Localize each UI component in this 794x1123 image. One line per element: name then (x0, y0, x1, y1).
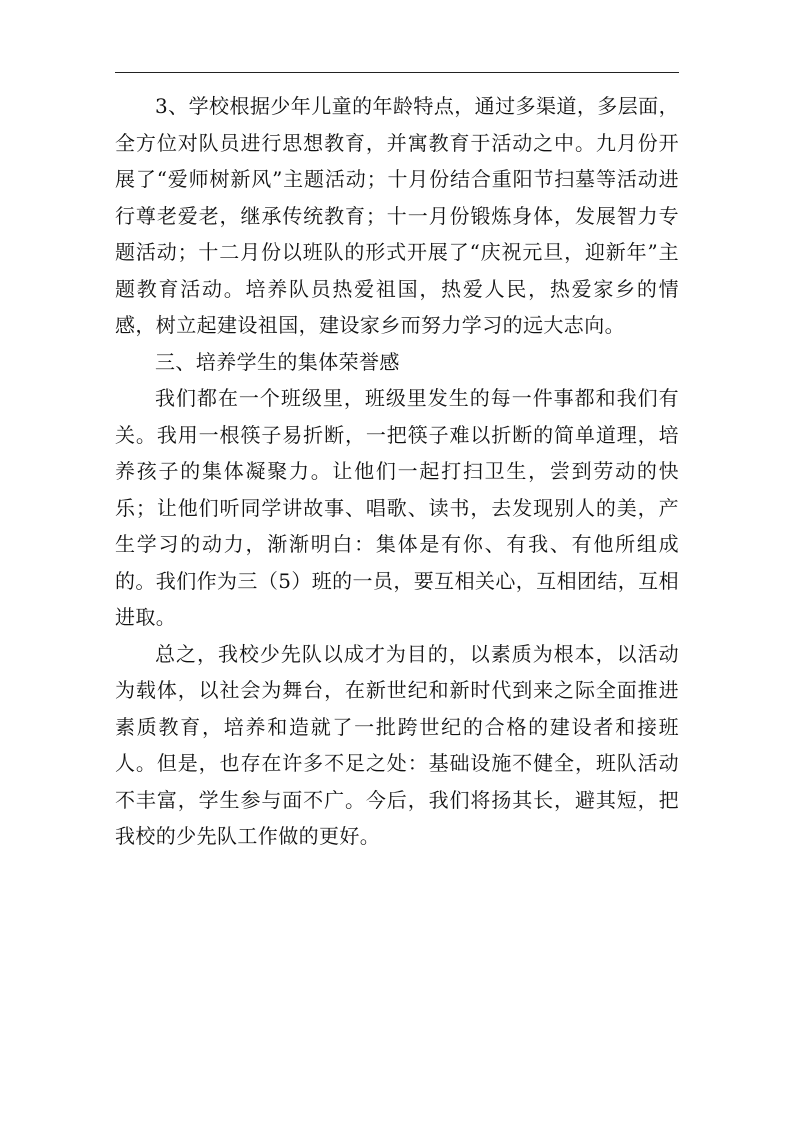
section-heading-collective-honor: 三、培养学生的集体荣誉感 (155, 349, 400, 374)
document-body (115, 88, 679, 855)
paragraph-activities: 3、学校根据少年儿童的年龄特点，通过多渠道，多层面，全方位对队员进行思想教育，并寓教育于活动之中。九月份开展了“爱师树新风”主题活动；十月份结合重阳节扫墓等活动进行尊老爱老，继承传统教育；十一月份锻炼身体，发展智力专题活动；十二月份以班队的形式开展了“庆祝元旦，迎新年”主题教育活动。培养队员热爱祖国，热爱人民，热爱家乡的情感，树立起建设祖国，建设家乡而努力学习的远大志向。 (115, 94, 679, 337)
paragraph-collective: 我们都在一个班级里，班级里发生的每一件事都和我们有关。我用一根筷子易折断，一把筷子难以折断的简单道理，培养孩子的集体凝聚力。让他们一起打扫卫生，尝到劳动的快乐；让他们听同学讲故事、唱歌、读书，去发现别人的美，产生学习的动力，渐渐明白：集体是有你、有我、有他所组成的。我们作为三（5）班的一员，要互相关心，互相团结，互相进取。 (115, 386, 679, 629)
paragraph-summary: 总之，我校少先队以成才为目的，以素质为根本，以活动为载体，以社会为舞台，在新世纪和新时代到来之际全面推进素质教育，培养和造就了一批跨世纪的合格的建设者和接班人。但是，也存在许多不足之处：基础设施不健全，班队活动不丰富，学生参与面不广。今后，我们将扬其长，避其短，把我校的少先队工作做的更好。 (115, 641, 679, 848)
header-rule (115, 72, 679, 73)
